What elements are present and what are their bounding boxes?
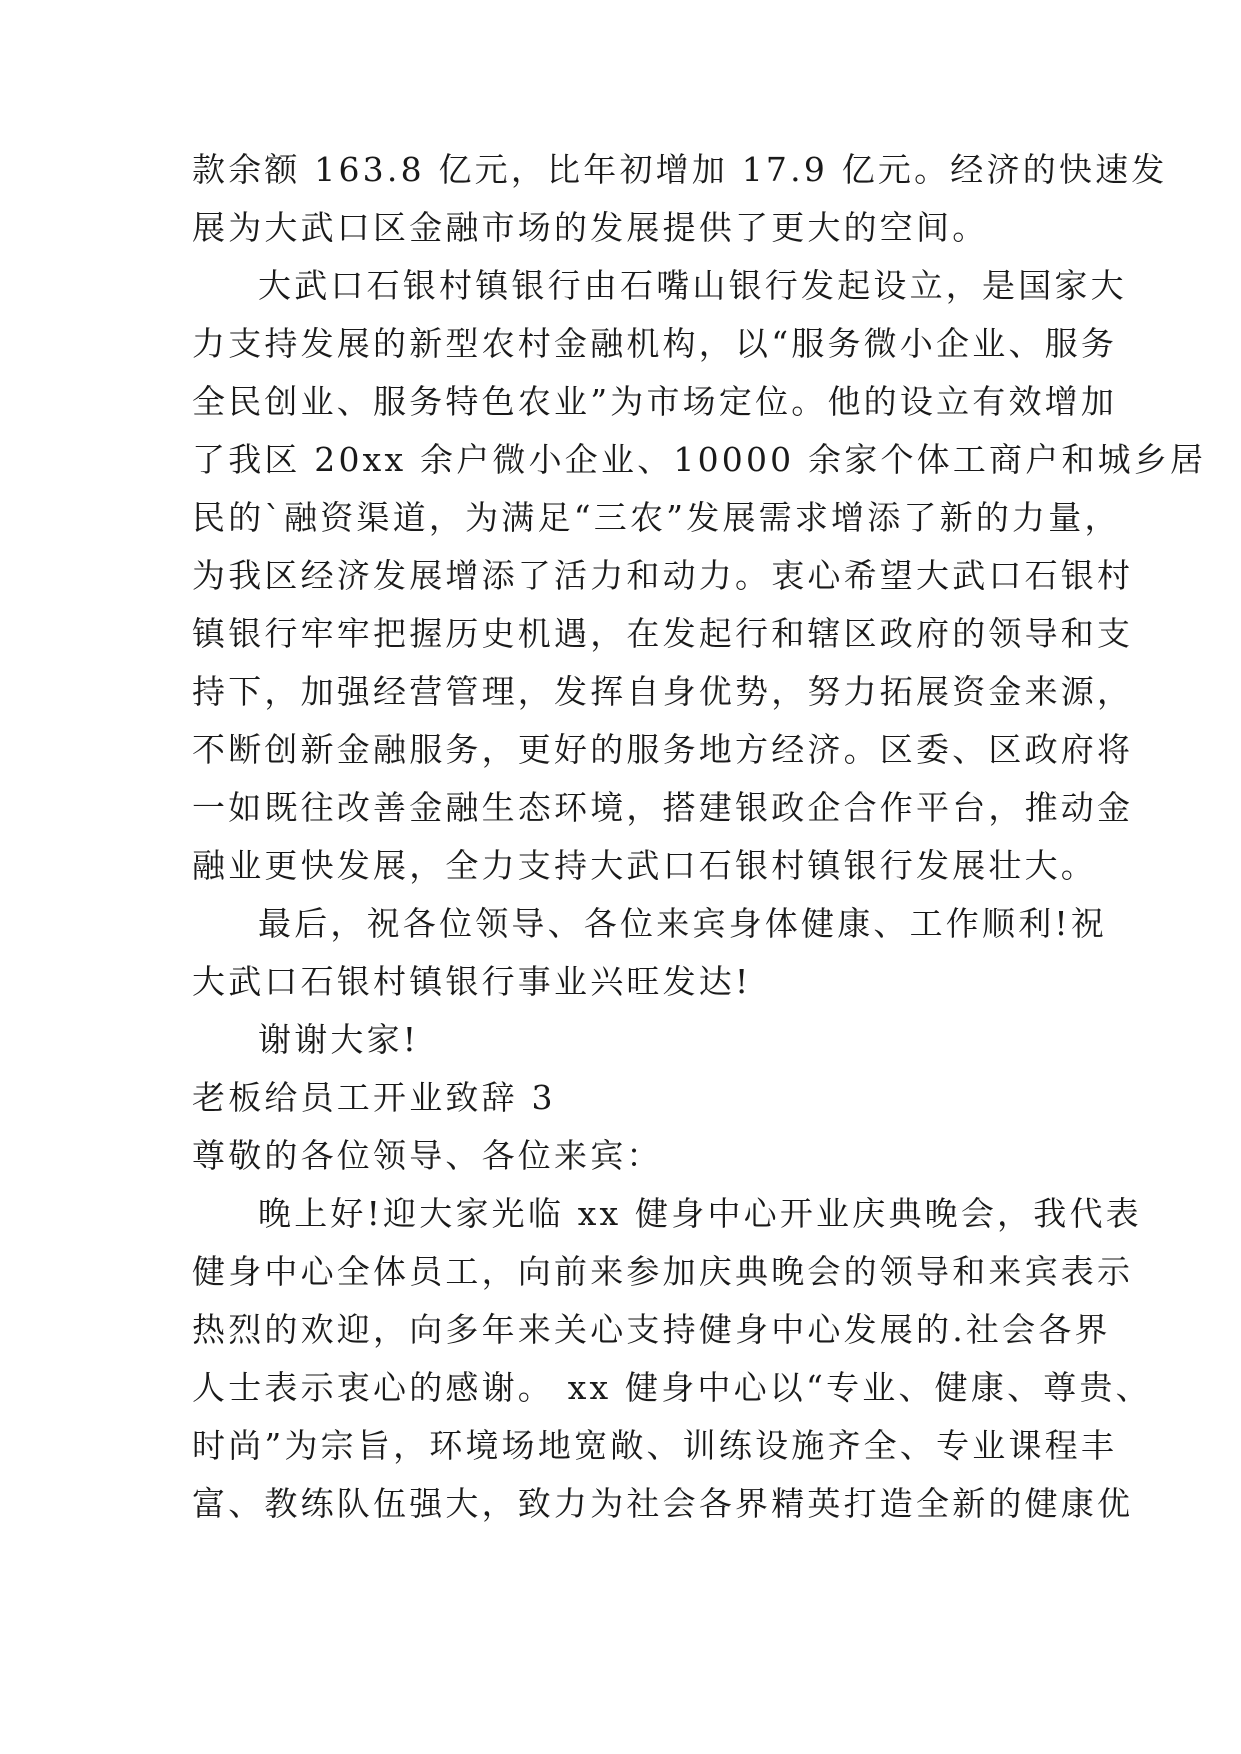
paragraph-line: 力支持发展的新型农村金融机构，以“服务微小企业、服务 xyxy=(192,324,1118,363)
paragraph-line: 富、教练队伍强大，致力为社会各界精英打造全新的健康优 xyxy=(192,1484,1134,1523)
paragraph-line: 最后，祝各位领导、各位来宾身体健康、工作顺利!祝 xyxy=(258,904,1108,943)
paragraph-line: 大武口石银村镇银行由石嘴山银行发起设立，是国家大 xyxy=(258,266,1127,305)
paragraph-line: 人士表示衷心的感谢。 xx 健身中心以“专业、健康、尊贵、 xyxy=(192,1368,1152,1407)
paragraph-line: 民的`融资渠道，为满足“三农”发展需求增添了新的力量， xyxy=(192,498,1121,537)
paragraph-line: 镇银行牢牢把握历史机遇，在发起行和辖区政府的领导和支 xyxy=(192,614,1134,653)
closing-line: 谢谢大家! xyxy=(258,1020,420,1059)
paragraph-line: 时尚”为宗旨，环境场地宽敞、训练设施齐全、专业课程丰 xyxy=(192,1426,1118,1465)
paragraph-line: 了我区 20xx 余户微小企业、10000 余家个体工商户和城乡居 xyxy=(192,440,1207,479)
paragraph-line: 持下，加强经营管理，发挥自身优势，努力拓展资金来源， xyxy=(192,672,1134,711)
section-heading: 老板给员工开业致辞 3 xyxy=(192,1078,556,1117)
paragraph-line: 全民创业、服务特色农业”为市场定位。他的设立有效增加 xyxy=(192,382,1118,421)
paragraph-line: 不断创新金融服务，更好的服务地方经济。区委、区政府将 xyxy=(192,730,1134,769)
paragraph-line: 一如既往改善金融生态环境，搭建银政企合作平台，推动金 xyxy=(192,788,1134,827)
paragraph-line: 为我区经济发展增添了活力和动力。衷心希望大武口石银村 xyxy=(192,556,1134,595)
paragraph-line: 展为大武口区金融市场的发展提供了更大的空间。 xyxy=(192,208,989,247)
paragraph-line: 款余额 163.8 亿元，比年初增加 17.9 亿元。经济的快速发 xyxy=(192,150,1168,189)
paragraph-line: 大武口石银村镇银行事业兴旺发达! xyxy=(192,962,752,1001)
paragraph-line: 健身中心全体员工，向前来参加庆典晚会的领导和来宾表示 xyxy=(192,1252,1134,1291)
salutation: 尊敬的各位领导、各位来宾： xyxy=(192,1136,663,1175)
paragraph-line: 热烈的欢迎，向多年来关心支持健身中心发展的.社会各界 xyxy=(192,1310,1111,1349)
paragraph-line: 融业更快发展，全力支持大武口石银村镇银行发展壮大。 xyxy=(192,846,1097,885)
paragraph-line: 晚上好!迎大家光临 xx 健身中心开业庆典晚会，我代表 xyxy=(258,1194,1142,1233)
